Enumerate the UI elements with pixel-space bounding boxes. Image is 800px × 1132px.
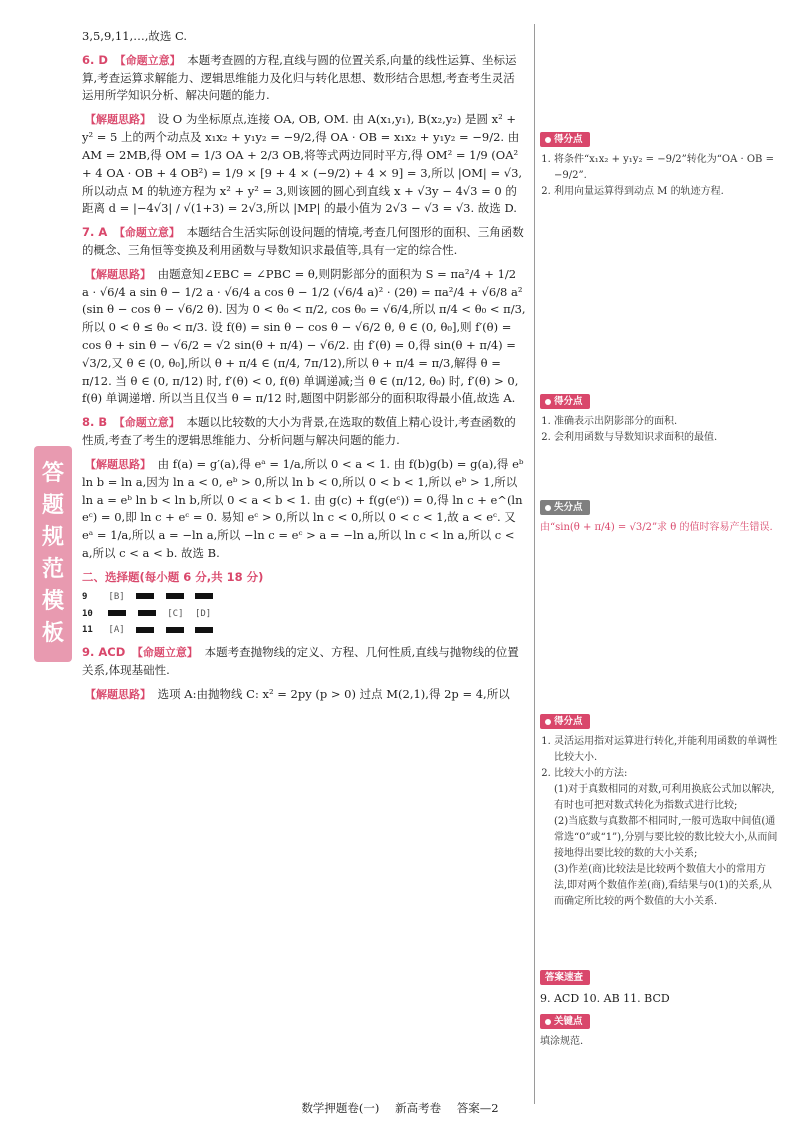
- key-num: 11: [82, 625, 93, 636]
- side-note-answers: [540, 970, 778, 1008]
- side-note-q8: [540, 714, 778, 910]
- question-6: [82, 52, 526, 218]
- top-line: 3,5,9,11,…,故选 C.: [82, 29, 188, 43]
- answer-key-row: [82, 608, 526, 622]
- side-note-item: 2. 利用向量运算得到动点 M 的轨迹方程.: [554, 184, 778, 200]
- key-option: [B]: [108, 591, 125, 602]
- key-num: 10: [82, 608, 93, 619]
- filled-mark: [136, 593, 154, 599]
- answer-template-tab: [34, 446, 72, 662]
- answer-check-badge: 答案速查: [540, 970, 590, 985]
- side-note-text: 由“sin(θ + π/4) = √3/2”求 θ 的值时容易产生错误.: [540, 522, 773, 533]
- answer-key-row: [82, 591, 526, 605]
- question-number: 9. ACD: [82, 645, 126, 660]
- side-note-q6: [540, 132, 778, 200]
- question-9: [82, 644, 526, 703]
- filled-mark: [166, 627, 184, 633]
- score-point-badge: 得分点: [540, 714, 590, 729]
- score-point-badge: 得分点: [540, 132, 590, 147]
- solution-text: 设 O 为坐标原点,连接 OA, OB, OM. 由 A(x₁,y₁), B(x₂,y₂) 是圆 x² + y² = 5 上的两个动点及 x₁x₂ + y₁y₂ = −9/2,得 OA · OB = x₁x₂ + y₁y₂ = −9/2. 由 AM = 2MB,得 OM = 1/3 OA + 2/3 OB,将等式两边同时平方,得 OM² = 1/9 (OA² + 4 OA · OB + 4 OB²) = 1/9 × [9 + 4 × (−9/2) + 4 × 9] = 3,所以 |OM| = √3,所以动点 M 的轨迹方程为 x² + y² = 3,则该圆的圆心到直线 x + √3y − 4√3 = 0 的距离 d = |−4√3| / √(1+3) = 2√3,所以 |MP| 的最小值为 2√3 − √3 = √3. 故选 D.: [82, 112, 523, 216]
- key-option: [A]: [108, 625, 125, 636]
- page-footer: [0, 1100, 800, 1116]
- solution-text: 由 f(a) = g′(a),得 eᵃ = 1/a,所以 0 < a < 1. 由 f(b)g(b) = g(a),得 eᵇ ln b = ln a,因为 ln a < 0, eᵇ > 0,所以 ln b < 0,所以 0 < b < 1,所以 eᵇ > 1,所以 ln a = eᵇ ln b < ln b,所以 0 < a < b < 1. 由 g(c) + f(g(eᶜ)) = 0,得 ln c + e^(ln eᶜ) = 0,即 ln c + eᶜ = 0. 易知 eᶜ > 0,所以 ln c < 0,所以 0 < c < 1,故 a < eᶜ. 又 eᵃ = 1/a,所以 a = −ln a,所以 −ln c = eᶜ > a = −ln a,所以 ln c < ln a,所以 c < a,所以 c < a < b. 故选 B.: [82, 456, 524, 560]
- solution-text: 选项 A:由抛物线 C: x² = 2py (p > 0) 过点 M(2,1),得 2p = 4,所以: [157, 687, 510, 701]
- side-note-sub: (1)对于真数相同的对数,可利用换底公式加以解决,有时也可把对数式转化为指数式进行比较;: [554, 784, 775, 811]
- side-note-item: 2. 会利用函数与导数知识求面积的最值.: [554, 430, 778, 446]
- filled-mark: [166, 593, 184, 599]
- solution-tag: 【解题思路】: [85, 267, 151, 281]
- intent-text: 本题结合生活实际创设问题的情境,考查几何图形的面积、三角函数的概念、三角恒等变换及利用函数与导数知识求最值等,具有一定的综合性.: [82, 225, 524, 257]
- filled-mark: [195, 627, 213, 633]
- key-option: [C]: [167, 608, 184, 619]
- intent-tag: 【命题立意】: [114, 53, 181, 67]
- tab-char: 题: [41, 493, 64, 519]
- footer-subject: 数学押题卷(一): [301, 1101, 380, 1115]
- section-heading: 二、选择题(每小题 6 分,共 18 分): [82, 569, 264, 584]
- tab-char: 范: [41, 557, 64, 582]
- question-8: [82, 414, 526, 563]
- side-note-item: 1. 灵活运用指对运算进行转化,并能利用函数的单调性比较大小.: [554, 734, 778, 766]
- column-divider: [534, 24, 535, 1104]
- side-note-lose-point: [540, 500, 778, 536]
- solution-tag: 【解题思路】: [85, 113, 151, 127]
- question-7: [82, 224, 526, 408]
- side-note-text: 9. ACD 10. AB 11. BCD: [540, 992, 670, 1005]
- side-note-item: 1. 将条件“x₁x₂ + y₁y₂ = −9/2”转化为“OA · OB = −9/2”.: [554, 152, 778, 184]
- side-note-q7: [540, 394, 778, 446]
- answer-key-row: [82, 624, 526, 638]
- question-number: 7. A: [82, 225, 108, 240]
- question-number: 6. D: [82, 52, 108, 67]
- solution-tag: 【解题思路】: [85, 457, 151, 471]
- side-note-key: [540, 1014, 778, 1050]
- footer-page: 答案—2: [456, 1101, 499, 1115]
- main-content: [82, 28, 526, 704]
- intent-text: 本题以比较数的大小为背景,在选取的数值上精心设计,考查函数的性质,考查了考生的逻辑思维能力、分析问题与解决问题的能力.: [82, 415, 516, 448]
- intent-tag: 【命题立意】: [131, 646, 198, 660]
- tab-char: 板: [41, 620, 64, 646]
- lose-point-badge: 失分点: [540, 500, 590, 515]
- side-note-item: 2. 比较大小的方法: (1)对于真数相同的对数,可利用换底公式加以解决,有时也可把对数式转化为指数式进行比较; (2)当底数与真数都不相同时,一般可选取中间值(通常选“0”或“1”),分别与要比较的数比较大小,从而间接地得出要比较的数的大小关系; (3)作差(商)比较法是比较两个数值大小的常用方法,即对两个数值作差(商),看结果与0(1)的关系,从而确定所比较的两个数值的大小关系.: [554, 766, 778, 910]
- solution-text: 由题意知∠EBC = ∠PBC = θ,则阴影部分的面积为 S = πa²/4 + 1/2 a · √6/4 a sin θ − 1/2 a · √6/4 a cos θ − 1/2 (√6/4 a)² · (2θ) = πa²/4 + √6/8 a² (sin θ − cos θ − √6/2 θ). 因为 0 < θ₀ < π/2, cos θ₀ = √6/4,所以 π/4 < θ₀ < π/3,所以 0 < θ ≤ θ₀ < π/3. 设 f(θ) = sin θ − cos θ − √6/2 θ, θ ∈ (0, θ₀],则 f′(θ) = cos θ + sin θ − √6/2 = √2 sin(θ + π/4) − √6/2. 由 f′(θ) = 0,得 sin(θ + π/4) = √3/2,又 θ ∈ (0, θ₀],所以 θ + π/4 ∈ (π/4, 7π/12),所以 θ + π/4 = π/3,解得 θ = π/12. 当 θ ∈ (0, π/12) 时, f′(θ) < 0, f(θ) 单调递减;当 θ ∈ (π/12, θ₀) 时, f′(θ) > 0, f(θ) 单调递增. 所以当且仅当 θ = π/12 时,题图中阴影部分的面积取得最小值,故选 A.: [82, 266, 526, 406]
- side-note-text: 填涂规范.: [540, 1036, 584, 1047]
- intent-text: 本题考查抛物线的定义、方程、几何性质,直线与抛物线的位置关系,体现基础性.: [82, 645, 519, 678]
- key-point-badge: 关键点: [540, 1014, 590, 1029]
- footer-type: 新高考卷: [395, 1101, 442, 1115]
- tab-char: 答: [41, 461, 64, 487]
- key-option: [D]: [194, 608, 212, 619]
- filled-mark: [108, 610, 126, 616]
- tab-char: 模: [41, 588, 64, 614]
- side-note-item: 1. 准确表示出阴影部分的面积.: [554, 414, 778, 430]
- filled-mark: [195, 593, 213, 599]
- filled-mark: [138, 610, 156, 616]
- filled-mark: [136, 627, 154, 633]
- side-note-sub: (3)作差(商)比较法是比较两个数值大小的常用方法,即对两个数值作差(商),看结果与0(1)的关系,从而确定所比较的两个数值的大小关系.: [554, 864, 772, 907]
- side-note-sub: (2)当底数与真数都不相同时,一般可选取中间值(通常选“0”或“1”),分别与要比较的数比较大小,从而间接地得出要比较的数的大小关系;: [554, 816, 778, 859]
- solution-tag: 【解题思路】: [85, 688, 151, 701]
- intent-tag: 【命题立意】: [113, 226, 180, 240]
- question-number: 8. B: [82, 415, 108, 430]
- tab-char: 规: [41, 525, 64, 551]
- score-point-badge: 得分点: [540, 394, 590, 409]
- key-num: 9: [82, 591, 88, 602]
- intent-tag: 【命题立意】: [113, 416, 180, 430]
- intent-text: 本题考查圆的方程,直线与圆的位置关系,向量的线性运算、坐标运算,考查运算求解能力、逻辑思维能力及化归与转化思想、数形结合思想,考查考生灵活运用所学知识分析、解决问题的能力.: [82, 52, 517, 103]
